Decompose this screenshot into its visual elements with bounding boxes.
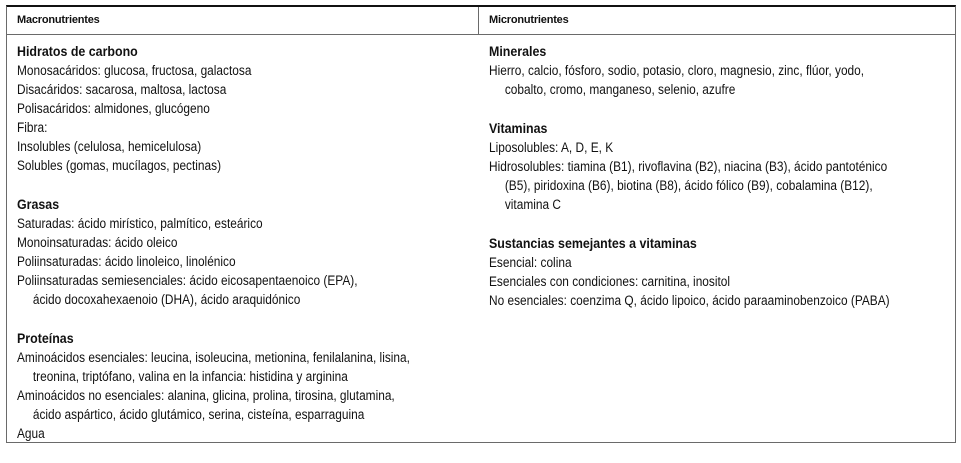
section-title-fats: Grasas [17, 197, 60, 212]
list-item: ácido aspártico, ácido glutámico, serina, cisteína, esparraguina [32, 407, 365, 422]
list-item: Poliinsaturadas: ácido linoleico, linolénico [17, 254, 236, 269]
section-title-vitamins: Vitaminas [489, 121, 548, 136]
nutrients-table [6, 5, 956, 443]
list-item: Esenciales con condiciones: carnitina, inositol [489, 274, 731, 289]
list-item: Fibra: [17, 120, 48, 135]
list-item: Liposolubles: A, D, E, K [489, 140, 614, 155]
list-item: Aminoácidos no esenciales: alanina, glicina, prolina, tirosina, glutamina, [17, 388, 395, 403]
section-proteins [17, 329, 472, 443]
list-item: Poliinsaturadas semiesenciales: ácido eicosapentaenoico (EPA), [17, 273, 358, 288]
list-item: ácido docoxahexaenoio (DHA), ácido araquidónico [32, 292, 301, 307]
list-item: Monosacáridos: glucosa, fructosa, galactosa [17, 63, 252, 78]
macronutrients-column [17, 42, 472, 463]
section-title-vitamin-like: Sustancias semejantes a vitaminas [489, 236, 697, 251]
list-item: Polisacáridos: almidones, glucógeno [17, 101, 210, 116]
header-micronutrients: Micronutrientes [489, 14, 569, 26]
section-vitamin-like [489, 234, 949, 310]
table-header [7, 7, 955, 35]
section-vitamins [489, 119, 949, 214]
section-minerals [489, 42, 949, 99]
list-item: Saturadas: ácido mirístico, palmítico, esteárico [17, 216, 263, 231]
header-macronutrients: Macronutrientes [7, 7, 479, 34]
list-item: (B5), piridoxina (B6), biotina (B8), ácido fólico (B9), cobalamina (B12), [504, 178, 873, 193]
list-item: No esenciales: coenzima Q, ácido lipoico, ácido paraaminobenzoico (PABA) [489, 293, 890, 308]
list-item: Esencial: colina [489, 255, 572, 270]
section-carbohydrates [17, 42, 472, 175]
list-item: Hierro, calcio, fósforo, sodio, potasio, cloro, magnesio, zinc, flúor, yodo, [489, 63, 865, 78]
list-item: Agua [17, 426, 45, 441]
micronutrients-column [489, 42, 949, 330]
list-item: Insolubles (celulosa, hemicelulosa) [17, 139, 202, 154]
section-title-carbohydrates: Hidratos de carbono [17, 44, 138, 59]
list-item: vitamina C [504, 197, 561, 212]
list-item: Hidrosolubles: tiamina (B1), rivoflavina (B2), niacina (B3), ácido pantoténico [489, 159, 888, 174]
list-item: Disacáridos: sacarosa, maltosa, lactosa [17, 82, 227, 97]
section-title-minerals: Minerales [489, 44, 547, 59]
section-title-proteins: Proteínas [17, 331, 74, 346]
list-item: Solubles (gomas, mucílagos, pectinas) [17, 158, 222, 173]
list-item: treonina, triptófano, valina en la infancia: histidina y arginina [32, 369, 348, 384]
list-item: cobalto, cromo, manganeso, selenio, azufre [504, 82, 736, 97]
list-item: Monoinsaturadas: ácido oleico [17, 235, 178, 250]
section-fats [17, 195, 472, 309]
list-item: Aminoácidos esenciales: leucina, isoleucina, metionina, fenilalanina, lisina, [17, 350, 410, 365]
